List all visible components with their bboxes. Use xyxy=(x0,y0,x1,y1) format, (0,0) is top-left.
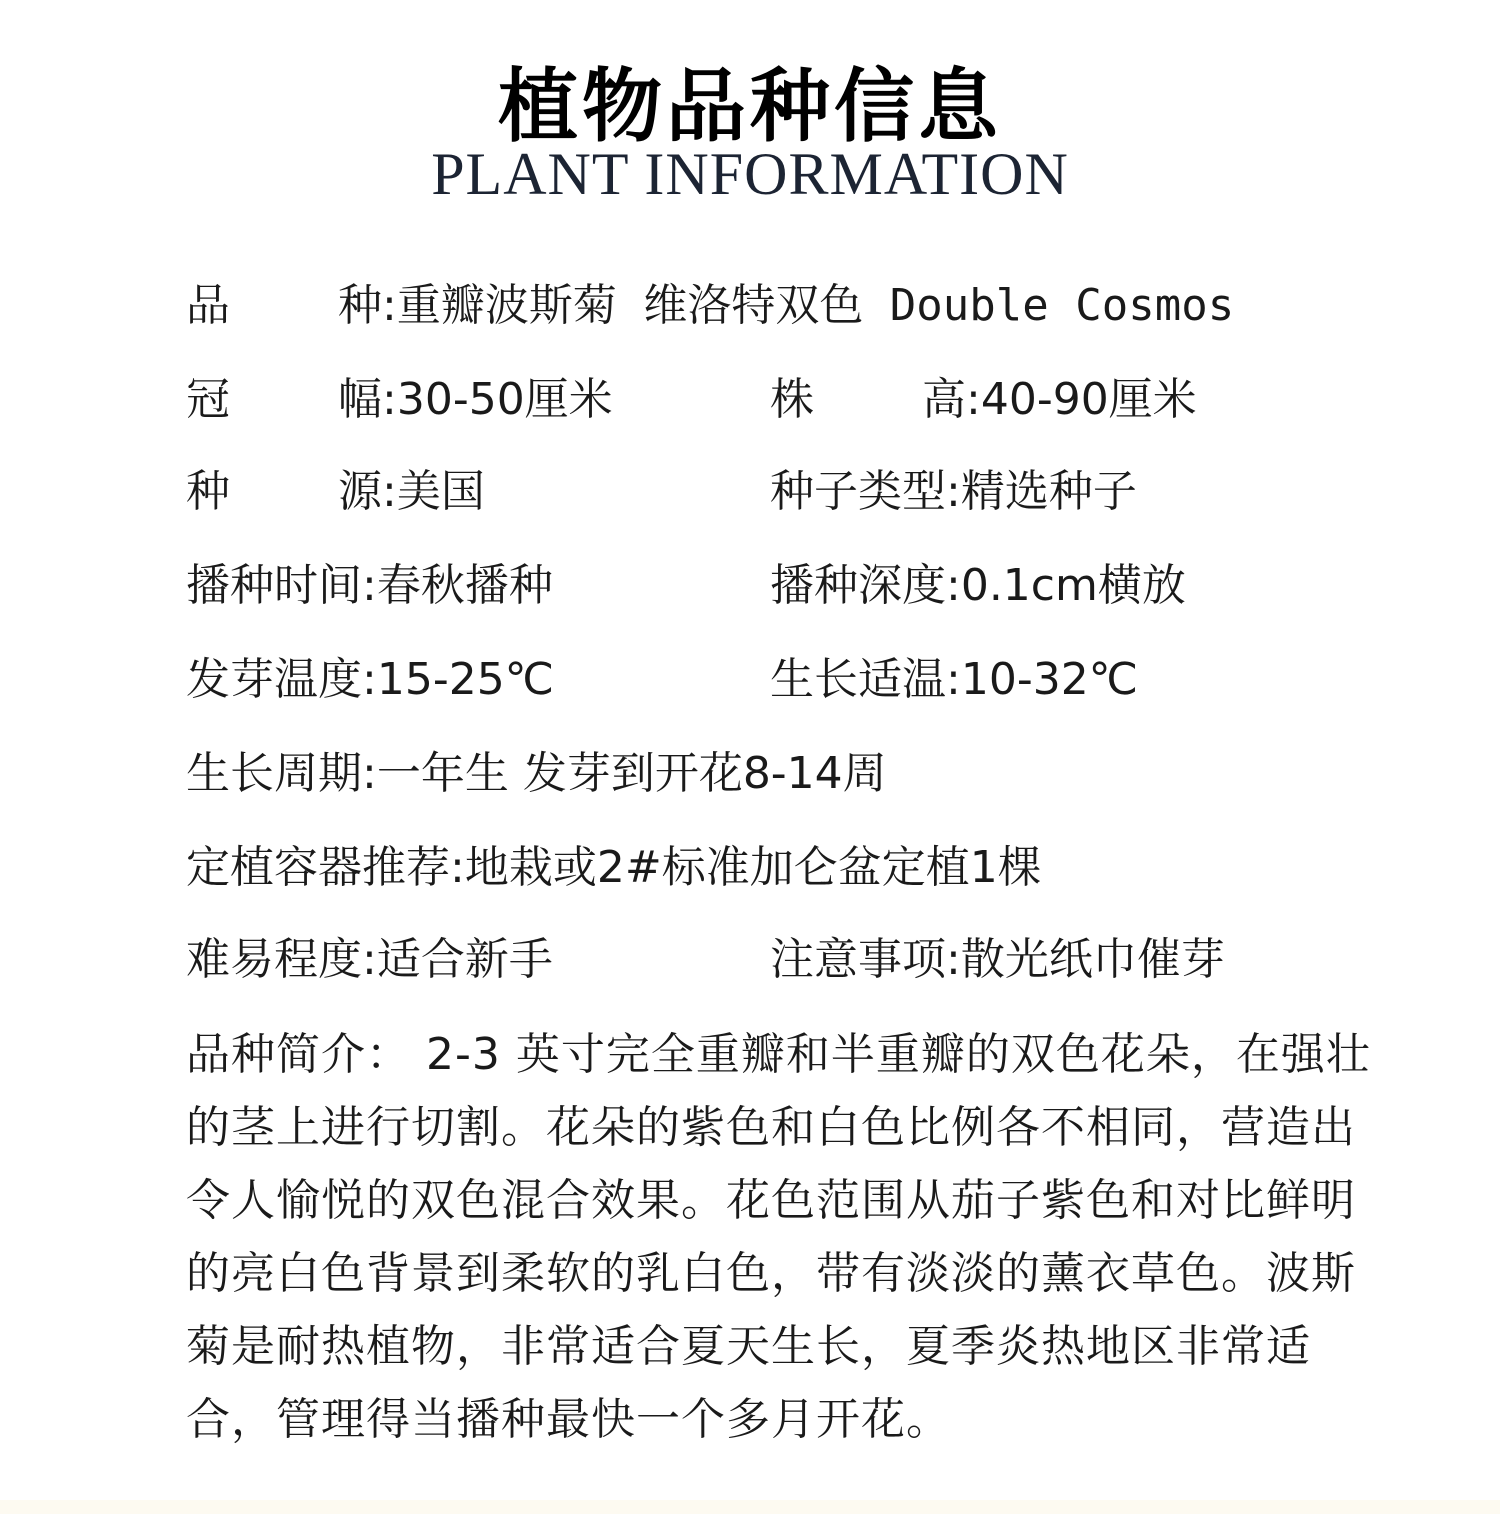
field-value: 40-90厘米 xyxy=(980,374,1197,425)
page-subtitle: PLANT INFORMATION xyxy=(431,141,1069,207)
field-label: 种 源 xyxy=(186,466,382,517)
field-label: 株 高 xyxy=(770,374,966,425)
field-value: 重瓣波斯菊 维洛特双色 Double Cosmos xyxy=(396,280,1235,331)
field-variety: 品 种 :重瓣波斯菊 维洛特双色 Double Cosmos xyxy=(186,276,1234,336)
field-value: 散光纸巾催芽 xyxy=(960,934,1225,985)
field-notes: 注意事项:散光纸巾催芽 xyxy=(770,930,1225,990)
field-value: 精选种子 xyxy=(960,466,1137,517)
field-growth-cycle: 生长周期:一年生 发芽到开花8-14周 xyxy=(186,744,887,804)
field-label: 注意事项 xyxy=(770,934,946,985)
field-value: 15-25℃ xyxy=(376,654,555,705)
field-sowing-time: 播种时间:春秋播种 xyxy=(186,556,553,616)
field-value: 30-50厘米 xyxy=(396,374,613,425)
field-height: 株 高 :40-90厘米 xyxy=(770,370,1197,430)
field-label: 冠 幅 xyxy=(186,374,382,425)
field-value: 地栽或2#标准加仑盆定植1棵 xyxy=(464,842,1042,893)
field-label: 难易程度 xyxy=(186,934,362,985)
field-value: 10-32℃ xyxy=(960,654,1139,705)
field-value: 美国 xyxy=(396,466,485,517)
field-origin: 种 源 :美国 xyxy=(186,462,485,522)
bottom-band xyxy=(0,1500,1500,1514)
field-crown: 冠 幅 :30-50厘米 xyxy=(186,370,613,430)
field-growth-temp: 生长适温:10-32℃ xyxy=(770,650,1138,710)
field-label: 播种时间 xyxy=(186,560,362,611)
field-germination-temp: 发芽温度:15-25℃ xyxy=(186,650,554,710)
field-label: 种子类型 xyxy=(770,466,946,517)
field-label: 生长周期 xyxy=(186,748,362,799)
field-label: 生长适温 xyxy=(770,654,946,705)
field-container: 定植容器推荐:地栽或2#标准加仑盆定植1棵 xyxy=(186,838,1042,898)
field-sowing-depth: 播种深度:0.1cm横放 xyxy=(770,556,1186,616)
field-seed-type: 种子类型:精选种子 xyxy=(770,462,1137,522)
field-label: 品 种 xyxy=(186,280,382,331)
field-label: 播种深度 xyxy=(770,560,946,611)
field-value: 适合新手 xyxy=(376,934,553,985)
field-value: 春秋播种 xyxy=(376,560,553,611)
field-value: 0.1cm横放 xyxy=(960,560,1186,611)
page-title: 植物品种信息 xyxy=(498,60,1002,153)
variety-intro xyxy=(186,1018,1376,1456)
field-label: 定植容器推荐 xyxy=(186,842,450,893)
intro-label: 品种简介： xyxy=(186,1029,411,1080)
intro-text: 2-3 英寸完全重瓣和半重瓣的双色花朵，在强壮的茎上进行切割。花朵的紫色和白色比例各不相同，营造出令人愉悦的双色混合效果。花色范围从茄子紫色和对比鲜明的亮白色背景到柔软的乳白色，带有淡淡的薰衣草色。波斯菊是耐热植物，非常适合夏天生长，夏季炎热地区非常适合，管理得当播种最快一个多月开花。 xyxy=(186,1029,1371,1445)
field-value: 一年生 发芽到开花8-14周 xyxy=(376,748,887,799)
field-difficulty: 难易程度:适合新手 xyxy=(186,930,553,990)
field-label: 发芽温度 xyxy=(186,654,362,705)
